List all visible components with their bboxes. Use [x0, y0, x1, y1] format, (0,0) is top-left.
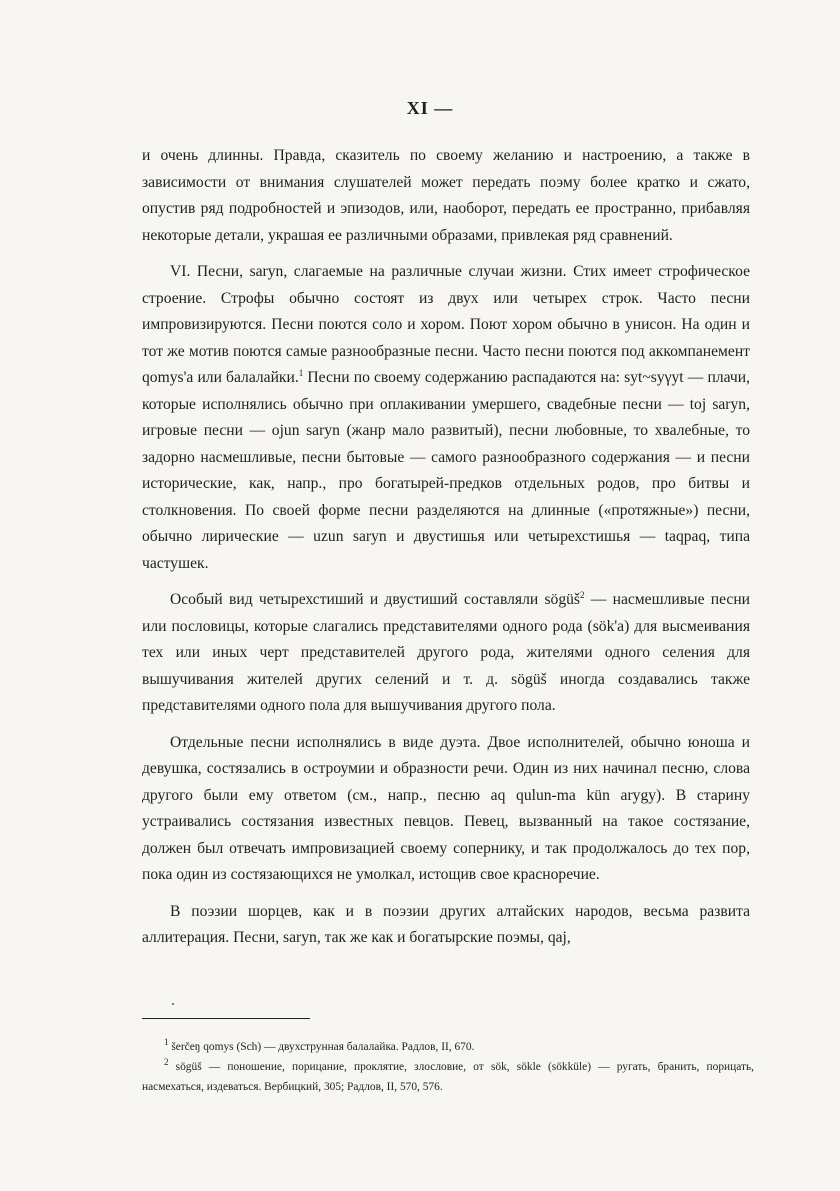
footnote-2	[142, 1057, 754, 1097]
footnote-1-text: šerčeŋ qomys (Sch) — двухструнная балалайка. Радлов, II, 670.	[171, 1041, 475, 1053]
page-header	[0, 98, 840, 119]
paragraph-1: и очень длинны. Правда, сказитель по своему желанию и настроению, а также в зависимости от внимания слушателей может передать поэму более кратко и сжато, опустив ряд подробностей и эпизодов, или, наоборот, передать ее пространно, прибавляя некоторые детали, украшая ее различными образами, привлекая ряд сравнений.	[142, 147, 750, 244]
footnote-1	[142, 1037, 754, 1057]
paragraph-3-start: Особый вид четырехстиший и двустиший составляли sögüš	[170, 591, 580, 608]
paragraph-2-cont: Песни по своему содержанию распадаются на: syt~syγyt — плачи, которые исполнялись обычно при оплакивании умершего, свадебные песни — toj saryn, игровые песни — ojun saryn (жанр мало развитый), песни любовные, то хвалебные, то задорно насмешливые, песни бытовые — самого разнообразного содержания — и песни исторические, как, напр., про богатырей-предков отдельных родов, про битвы и столкновения. По своей форме песни разделяются на длинные («протяжные») песни, обычно лирические — uzun saryn и двустишья или четырехстишья — taqpaq, типа частушек.	[142, 369, 751, 572]
paragraph-3-cont: — насмешливые песни или пословицы, которые слагались представителями одного рода (sök'a) для высмеивания тех или иных черт представителей другого рода, жителями одного селения для вышучивания жителей других селений и т. д. sögüš иногда создавались также представителями одного пола для вышучивания другого пола.	[142, 591, 751, 714]
footnote-1-mark: 1	[164, 1037, 169, 1048]
footnote-divider	[142, 1018, 310, 1019]
paragraph-2-start: VI. Песни, saryn, слагаемые на различные случаи жизни. Стих имеет строфическое строение. Строфы обычно состоят из двух или четырех строк. Часто песни импровизируются. Песни поются соло и хором. Поют хором обычно в унисон. На один и тот же мотив поются самые разнообразные песни. Часто песни поются под аккомпанемент qomys'a или балалайки.	[142, 263, 750, 386]
paragraph-5: В поэзии шорцев, как и в поэзии других алтайских народов, весьма развита аллитерация. Песни, saryn, так же как и богатырские поэмы, qaj,	[142, 902, 750, 946]
footnote-2-text: sögüš — поношение, порицание, проклятие, злословие, от sök, sökle (sökküle) — ругать, бранить, порицать, насмехаться, издеваться. Вербицкий, 305; Радлов, II, 570, 576.	[142, 1061, 754, 1093]
page-number: XI —	[406, 98, 454, 118]
paragraph-2	[142, 259, 750, 577]
main-text	[142, 143, 750, 962]
print-speck	[172, 1003, 174, 1005]
footnote-ref-2: 2	[580, 589, 585, 600]
paragraph-4: Отдельные песни исполнялись в виде дуэта. Двое исполнителей, обычно юноша и девушка, состязались в остроумии и образности речи. Один из них начинал песню, слова другого были ему ответом (см., напр., песню aq qulun-ma kün arygy). В старину устраивались состязания известных певцов. Певец, вызванный на такое состязание, должен был отвечать импровизацией своему сопернику, и так продолжалось до тех пор, пока один из состязающихся не умолкал, истощив свое красноречие.	[142, 733, 750, 883]
footnote-2-mark: 2	[164, 1057, 169, 1068]
footnotes	[142, 1037, 754, 1097]
footnote-ref-1: 1	[298, 367, 304, 378]
paragraph-3	[142, 587, 750, 720]
